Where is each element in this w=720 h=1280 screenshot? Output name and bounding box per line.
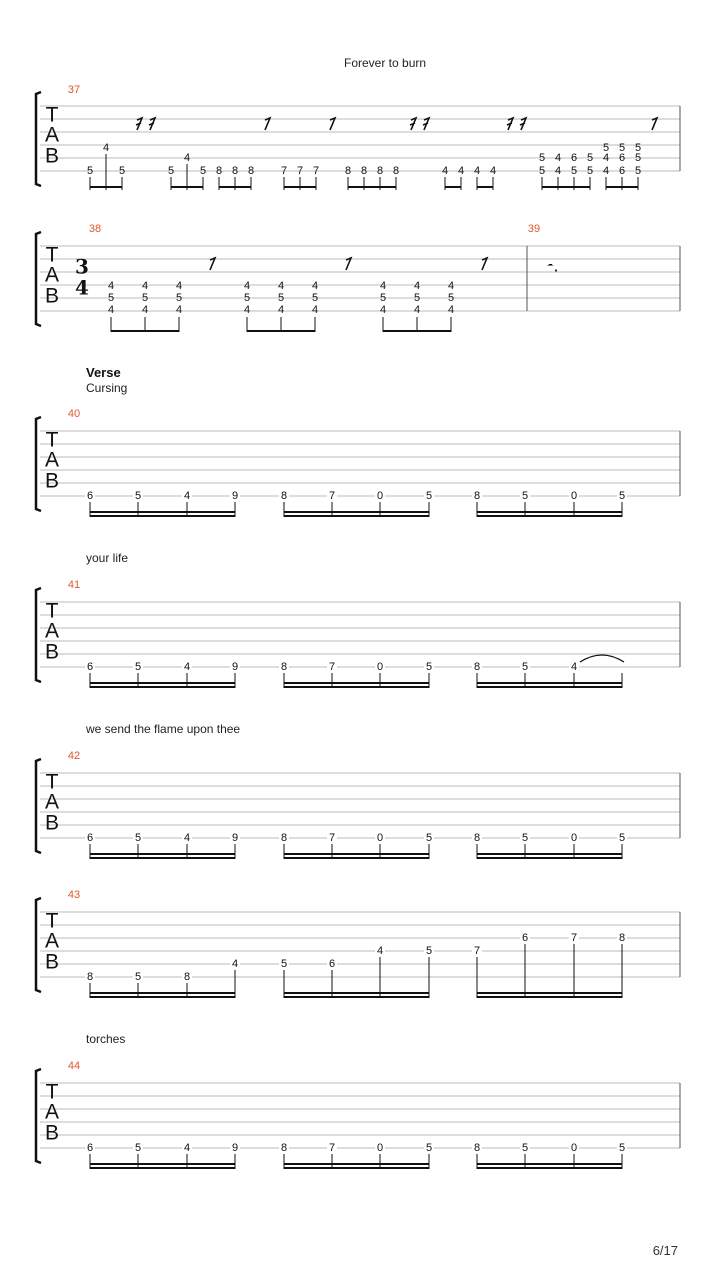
fret-number: 8 (392, 164, 400, 177)
fret-number: 4 (447, 303, 455, 316)
fret-number: 4 (447, 279, 455, 292)
tab-system-2 (0, 220, 720, 340)
fret-number: 5 (243, 291, 251, 304)
fret-number: 5 (586, 164, 594, 177)
fret-number: 6 (618, 164, 626, 177)
fret-number: 8 (280, 831, 288, 844)
fret-number: 4 (554, 151, 562, 164)
header-lyric: Forever to burn (344, 56, 427, 70)
tab-clef-t: T (45, 909, 59, 933)
fret-number: 6 (328, 957, 336, 970)
fret-number: 8 (473, 489, 481, 502)
beam (284, 853, 429, 855)
fret-number: 7 (280, 164, 288, 177)
fret-number: 0 (376, 489, 384, 502)
fret-number: 5 (425, 944, 433, 957)
fret-number: 5 (618, 1141, 626, 1154)
fret-number: 4 (183, 660, 191, 673)
fret-number: 4 (379, 303, 387, 316)
rests (136, 118, 657, 130)
fret-number: 4 (183, 1141, 191, 1154)
fret-number: 4 (277, 279, 285, 292)
fret-number: 8 (215, 164, 223, 177)
eighth-rest-icon (330, 118, 335, 130)
fret-number: 4 (554, 164, 562, 177)
beam (90, 996, 235, 998)
tab-clef-a: A (44, 790, 60, 814)
beam (477, 992, 622, 994)
fret-number: 5 (199, 164, 207, 177)
fret-number: 7 (570, 931, 578, 944)
beam (284, 511, 429, 513)
fret-number: 4 (175, 303, 183, 316)
fret-number: 6 (570, 151, 578, 164)
time-signature-top: 3 (75, 254, 89, 279)
beam (477, 1163, 622, 1165)
fret-number: 5 (86, 164, 94, 177)
tab-clef-a: A (44, 448, 60, 472)
fret-number: 5 (570, 164, 578, 177)
fret-number: 8 (473, 831, 481, 844)
fret-number: 4 (311, 303, 319, 316)
tab-clef-a: A (44, 263, 60, 287)
beam (90, 515, 235, 517)
fret-number: 4 (602, 151, 610, 164)
fret-number: 4 (183, 151, 191, 164)
measure-number-43: 43 (67, 888, 81, 901)
fret-number: 8 (473, 1141, 481, 1154)
fret-number: 5 (447, 291, 455, 304)
fret-number: 8 (280, 660, 288, 673)
fret-number: 5 (521, 660, 529, 673)
eighth-rest-icon (652, 118, 657, 130)
page-number: 6/17 (652, 1243, 678, 1258)
fret-number: 5 (634, 164, 642, 177)
fret-number: 4 (231, 957, 239, 970)
fret-number: 9 (231, 1141, 239, 1154)
fret-number: 4 (311, 279, 319, 292)
fret-number: 5 (277, 291, 285, 304)
fret-number: 0 (376, 831, 384, 844)
tab-clef-a: A (44, 1100, 60, 1124)
fret-number: 4 (183, 831, 191, 844)
tab-clef-b: B (44, 811, 60, 835)
lyric-torches: torches (86, 1032, 126, 1046)
beam (284, 1167, 429, 1169)
fret-number: 4 (413, 303, 421, 316)
tab-clef-b: B (44, 950, 60, 974)
fret-number: 5 (425, 660, 433, 673)
fret-number: 5 (141, 291, 149, 304)
fret-number: 7 (296, 164, 304, 177)
lyric-cursing: Cursing (86, 381, 128, 395)
fret-number: 5 (134, 660, 142, 673)
eighth-rest-icon (482, 258, 487, 270)
fret-number: 5 (425, 1141, 433, 1154)
tab-system-42 (0, 747, 720, 867)
fret-number: 9 (231, 489, 239, 502)
beam (477, 682, 622, 684)
fret-number: 5 (379, 291, 387, 304)
fret-number: 7 (328, 1141, 336, 1154)
fret-number: 5 (538, 164, 546, 177)
beam (90, 686, 235, 688)
fret-number: 4 (277, 303, 285, 316)
fret-number: 4 (243, 303, 251, 316)
sixteenth-rest-icon (149, 118, 155, 130)
measure-number-39: 39 (527, 222, 541, 235)
fret-number: 4 (457, 164, 465, 177)
fret-number: 4 (570, 660, 578, 673)
fret-number: 5 (538, 151, 546, 164)
fret-number: 7 (328, 831, 336, 844)
fret-number: 8 (618, 931, 626, 944)
fret-number: 5 (134, 831, 142, 844)
sixteenth-rest-icon (507, 118, 513, 130)
beam (477, 515, 622, 517)
beam (90, 511, 235, 513)
beam (477, 1167, 622, 1169)
fret-number: 5 (425, 831, 433, 844)
fret-number: 6 (86, 660, 94, 673)
beam (90, 1167, 235, 1169)
fret-number: 5 (586, 151, 594, 164)
fret-number: 5 (634, 151, 642, 164)
fret-number: 0 (570, 1141, 578, 1154)
beam (477, 857, 622, 859)
tab-clef-t: T (45, 599, 59, 623)
time-signature-bottom: 4 (75, 275, 89, 300)
tab-clef-a: A (44, 929, 60, 953)
measure-number-37: 37 (67, 83, 81, 96)
rests (210, 258, 487, 270)
fret-number: 5 (413, 291, 421, 304)
fret-number: 8 (183, 970, 191, 983)
tab-clef-t: T (45, 428, 59, 452)
measure-number-41: 41 (67, 578, 81, 591)
lyric-flame: we send the flame upon thee (86, 722, 241, 736)
fret-number: 4 (107, 279, 115, 292)
fret-numbers-37 (87, 142, 641, 177)
fret-number: 5 (618, 489, 626, 502)
measure-number-42: 42 (67, 749, 81, 762)
beam (477, 853, 622, 855)
beam (477, 996, 622, 998)
fret-number: 7 (312, 164, 320, 177)
fret-number: 5 (618, 141, 626, 154)
tab-clef-t: T (45, 103, 59, 127)
tab-system-41 (0, 576, 720, 696)
tab-clef-t: T (45, 243, 59, 267)
fret-number: 0 (376, 660, 384, 673)
fret-number: 6 (86, 831, 94, 844)
fret-number: 4 (243, 279, 251, 292)
beam (90, 1163, 235, 1165)
tie-arc (580, 655, 624, 662)
fret-number: 8 (473, 660, 481, 673)
fret-number: 5 (107, 291, 115, 304)
eighth-rest-icon (265, 118, 270, 130)
beam (90, 853, 235, 855)
fret-number: 4 (183, 489, 191, 502)
beam (284, 1163, 429, 1165)
fret-number: 4 (141, 303, 149, 316)
fret-number: 5 (175, 291, 183, 304)
fret-number: 5 (521, 831, 529, 844)
fret-number: 5 (134, 970, 142, 983)
fret-number: 6 (521, 931, 529, 944)
fret-number: 8 (280, 1141, 288, 1154)
fret-number: 8 (231, 164, 239, 177)
fret-number: 8 (86, 970, 94, 983)
sixteenth-rest-icon (423, 118, 429, 130)
fret-number: 0 (376, 1141, 384, 1154)
eighth-rest-icon (346, 258, 351, 270)
fret-number: 5 (521, 489, 529, 502)
fret-number: 4 (441, 164, 449, 177)
fret-number: 5 (634, 141, 642, 154)
fret-number: 6 (86, 1141, 94, 1154)
fret-number: 7 (328, 660, 336, 673)
tab-clef-b: B (44, 1121, 60, 1145)
beam (90, 857, 235, 859)
fret-number: 5 (602, 141, 610, 154)
fret-number: 9 (231, 831, 239, 844)
tab-system-40 (0, 405, 720, 525)
tab-clef-b: B (44, 640, 60, 664)
fret-number: 4 (376, 944, 384, 957)
sixteenth-rest-icon (410, 118, 416, 130)
fret-number: 5 (311, 291, 319, 304)
fret-number: 8 (344, 164, 352, 177)
fret-number: 4 (413, 279, 421, 292)
measure-number-38: 38 (88, 222, 102, 235)
tab-system-1 (0, 80, 720, 190)
half-rest-dotted-icon: 𝄼. (547, 256, 559, 276)
beam (477, 686, 622, 688)
fret-number: 9 (231, 660, 239, 673)
beam (477, 511, 622, 513)
fret-number: 5 (425, 489, 433, 502)
tab-clef-t: T (45, 1080, 59, 1104)
tab-system-44 (0, 1057, 720, 1177)
fret-number: 0 (570, 831, 578, 844)
fret-number: 8 (247, 164, 255, 177)
fret-number: 5 (280, 957, 288, 970)
sixteenth-rest-icon (520, 118, 526, 130)
fret-number: 6 (618, 151, 626, 164)
tab-clef-a: A (44, 123, 60, 147)
fret-number: 5 (118, 164, 126, 177)
fret-number: 5 (134, 489, 142, 502)
beam (90, 682, 235, 684)
fret-number: 4 (379, 279, 387, 292)
beam (284, 682, 429, 684)
fret-number: 8 (280, 489, 288, 502)
fret-number: 7 (328, 489, 336, 502)
eighth-rest-icon (210, 258, 215, 270)
sixteenth-rest-icon (136, 118, 142, 130)
fret-number: 5 (521, 1141, 529, 1154)
fret-number: 8 (360, 164, 368, 177)
fret-number: 5 (618, 831, 626, 844)
tab-clef-b: B (44, 284, 60, 308)
section-title: Verse (86, 365, 121, 380)
beam (284, 515, 429, 517)
tab-clef-a: A (44, 619, 60, 643)
tab-clef-t: T (45, 770, 59, 794)
fret-number: 4 (602, 164, 610, 177)
beam (90, 992, 235, 994)
fret-number: 4 (141, 279, 149, 292)
beam (284, 996, 429, 998)
measure-number-44: 44 (67, 1059, 81, 1072)
tab-system-43 (0, 886, 720, 1006)
fret-number: 8 (376, 164, 384, 177)
fret-number: 6 (86, 489, 94, 502)
measure-number-40: 40 (67, 407, 81, 420)
beam (284, 686, 429, 688)
fret-number: 4 (473, 164, 481, 177)
fret-number: 4 (489, 164, 497, 177)
lyric-your-life: your life (86, 551, 129, 565)
fret-number: 4 (107, 303, 115, 316)
beam (284, 857, 429, 859)
tab-clef-b: B (44, 469, 60, 493)
fret-number: 7 (473, 944, 481, 957)
tab-clef-b: B (44, 144, 60, 168)
fret-number: 4 (102, 141, 110, 154)
fret-number: 4 (175, 279, 183, 292)
beam (284, 992, 429, 994)
fret-number: 5 (167, 164, 175, 177)
fret-number: 0 (570, 489, 578, 502)
fret-number: 5 (134, 1141, 142, 1154)
